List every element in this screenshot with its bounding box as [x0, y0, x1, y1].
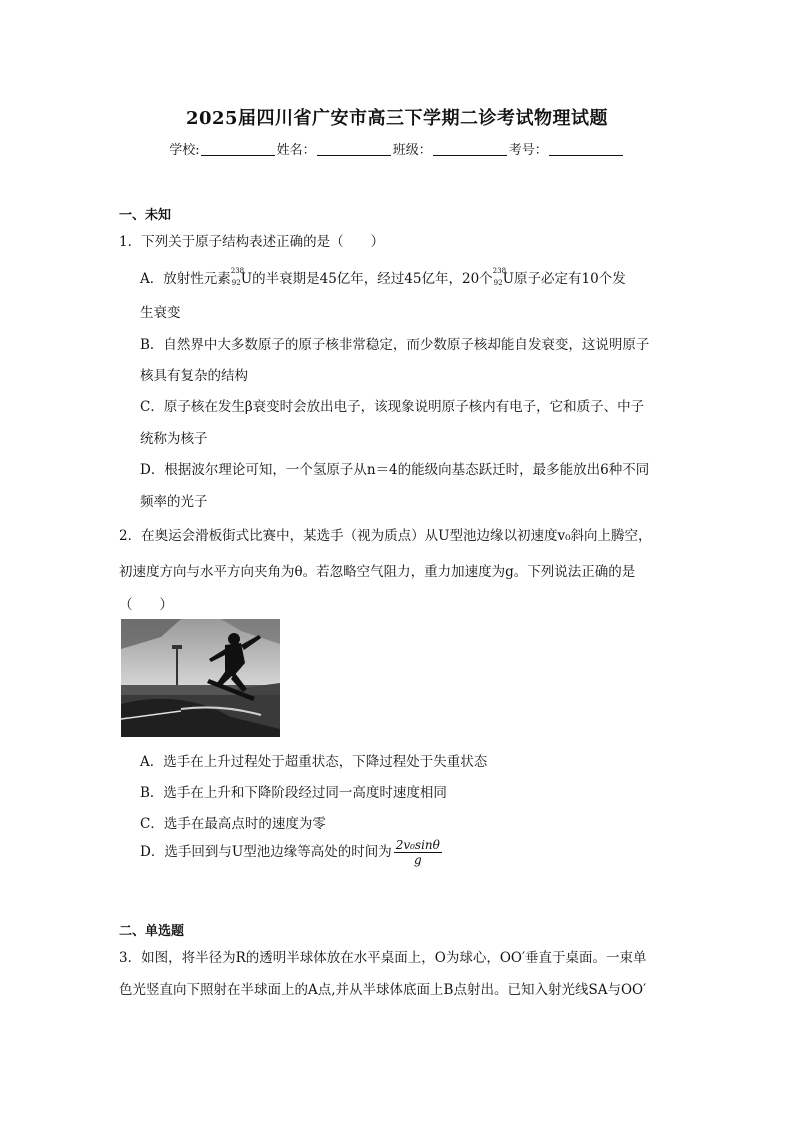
- q1-a-prefix: A．放射性元素: [140, 271, 231, 287]
- skateboarder-photo: [121, 619, 280, 737]
- question-1-stem: 1．下列关于原子结构表述正确的是（ ）: [119, 234, 385, 250]
- question-3-stem-line-2: 色光竖直向下照射在半球面上的A点,并从半球体底面上B点射出。已知入射光线SA与OO′: [119, 982, 647, 998]
- question-2-option-a: A．选手在上升过程处于超重状态，下降过程处于失重状态: [140, 754, 488, 770]
- question-3-stem-line-1: 3．如图，将半径为R的透明半球体放在水平桌面上，O为球心，OO′垂直于桌面。一束单: [119, 950, 647, 966]
- question-2-stem-line-2: 初速度方向与水平方向夹角为θ。若忽略空气阻力，重力加速度为g。下列说法正确的是: [119, 564, 636, 580]
- class-blank[interactable]: [433, 142, 507, 156]
- name-blank[interactable]: [317, 142, 391, 156]
- question-2-option-d: [140, 838, 442, 867]
- school-label: 学校:: [169, 143, 200, 158]
- uranium-isotope-notation-2: [492, 267, 507, 287]
- question-1-option-a: [140, 267, 626, 287]
- question-1-option-c-cont: 统称为核子: [140, 431, 208, 447]
- mass-number: 238: [230, 267, 245, 275]
- uranium-isotope-notation: [230, 267, 245, 287]
- question-1-option-c: C．原子核在发生β衰变时会放出电子，该现象说明原子核内有电子，它和质子、中子: [140, 399, 645, 415]
- section-heading-unknown: 一、未知: [119, 208, 172, 223]
- question-1-option-b: B．自然界中大多数原子的原子核非常稳定，而少数原子核却能自发衰变，这说明原子: [140, 337, 650, 353]
- q2-d-text: D．选手回到与U型池边缘等高处的时间为: [140, 844, 392, 860]
- exam-number-label: 考号：: [508, 143, 548, 158]
- q1-a-suffix: U原子必定有10个发: [502, 271, 626, 287]
- class-label: 班级：: [392, 143, 432, 158]
- section-heading-single-choice: 二、单选题: [119, 924, 185, 939]
- time-fraction: [394, 838, 442, 867]
- mass-number-2: 238: [492, 267, 507, 275]
- question-2-option-b: B．选手在上升和下降阶段经过同一高度时速度相同: [140, 785, 447, 801]
- exam-number-blank[interactable]: [549, 142, 623, 156]
- q1-a-middle: U的半衰期是45亿年，经过45亿年，20个: [240, 271, 493, 287]
- fraction-denominator: g: [413, 853, 422, 867]
- student-info-line: [0, 139, 794, 158]
- question-2-option-c: C．选手在最高点时的速度为零: [140, 816, 326, 832]
- question-1-option-b-cont: 核具有复杂的结构: [140, 368, 248, 384]
- question-2-stem-line-3: （ ）: [119, 597, 173, 613]
- skateboarder-photo-image: [121, 619, 280, 737]
- atomic-number-2: 92: [493, 279, 503, 287]
- question-1-option-a-cont: 生衰变: [140, 305, 181, 321]
- name-label: 姓名：: [276, 143, 316, 158]
- page-title: 2025届四川省广安市高三下学期二诊考试物理试题: [185, 108, 609, 129]
- question-1-option-d-cont: 频率的光子: [140, 494, 208, 510]
- fraction-numerator: 2v₀sinθ: [395, 838, 440, 852]
- school-blank[interactable]: [201, 142, 275, 156]
- question-1-option-d: D．根据波尔理论可知，一个氢原子从n＝4的能级向基态跃迁时，最多能放出6种不同: [140, 462, 650, 478]
- atomic-number: 92: [231, 279, 241, 287]
- question-2-stem-line-1: 2．在奥运会滑板街式比赛中，某选手（视为质点）从U型池边缘以初速度v₀斜向上腾空，: [119, 528, 652, 544]
